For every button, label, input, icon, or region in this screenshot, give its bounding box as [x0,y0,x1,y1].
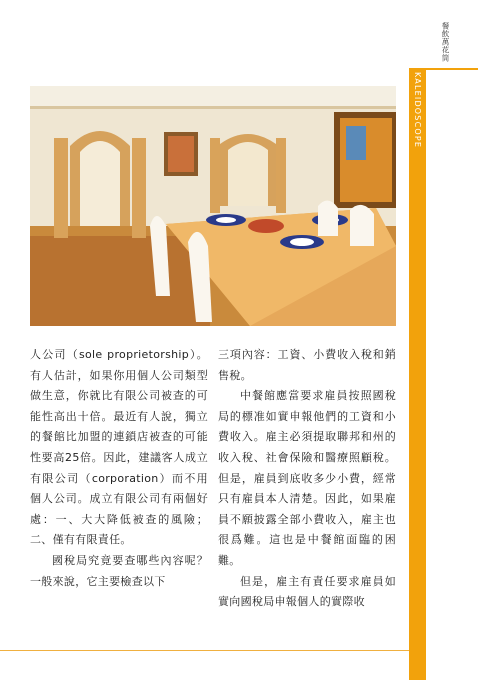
paragraph: 三項內容：工資、小費收入稅和銷售稅。 [218,348,396,382]
text-column-left [30,345,208,592]
paragraph: 人公司（sole proprietorship）。有人估計，如果你用個人公司類型做生意，你就比有限公司被查的可能性高出十倍。最近有人說，獨立的餐館比加盟的連鎖店被查的可能性要高25倍。因此，建議客人成立有限公司（corporation）而不用個人公司。成立有限公司有兩個好處：一、大大降低被查的風險；二、僅有有限責任。 [30,348,208,547]
section-title-english: KALEIDOSCOPE [413,72,422,149]
paragraph: 國稅局究竟要查哪些內容呢？一般來說，它主要檢查以下 [30,553,208,588]
section-title: 餐飲萬花筒 [441,22,450,62]
bottom-rule [0,650,409,651]
sidebar-accent-stripe [409,68,426,680]
paragraph: 中餐館應當要求雇員按照國稅局的標准如實申報他們的工資和小費收入。雇主必須提取聯邦和州的收入稅、社會保險和醫療照顧稅。但是，雇員到底收多少小費，經常只有雇員本人清楚。因此，如果雇員不願披露全部小費收入，雇主也很爲難。這也是中餐館面臨的困難。 [218,389,396,567]
text-column-right [218,345,396,613]
sidebar-top-rule [409,68,478,70]
dining-room-photo [30,86,396,326]
paragraph: 但是，雇主有責任要求雇員如實向國稅局申報個人的實際收 [218,574,396,609]
